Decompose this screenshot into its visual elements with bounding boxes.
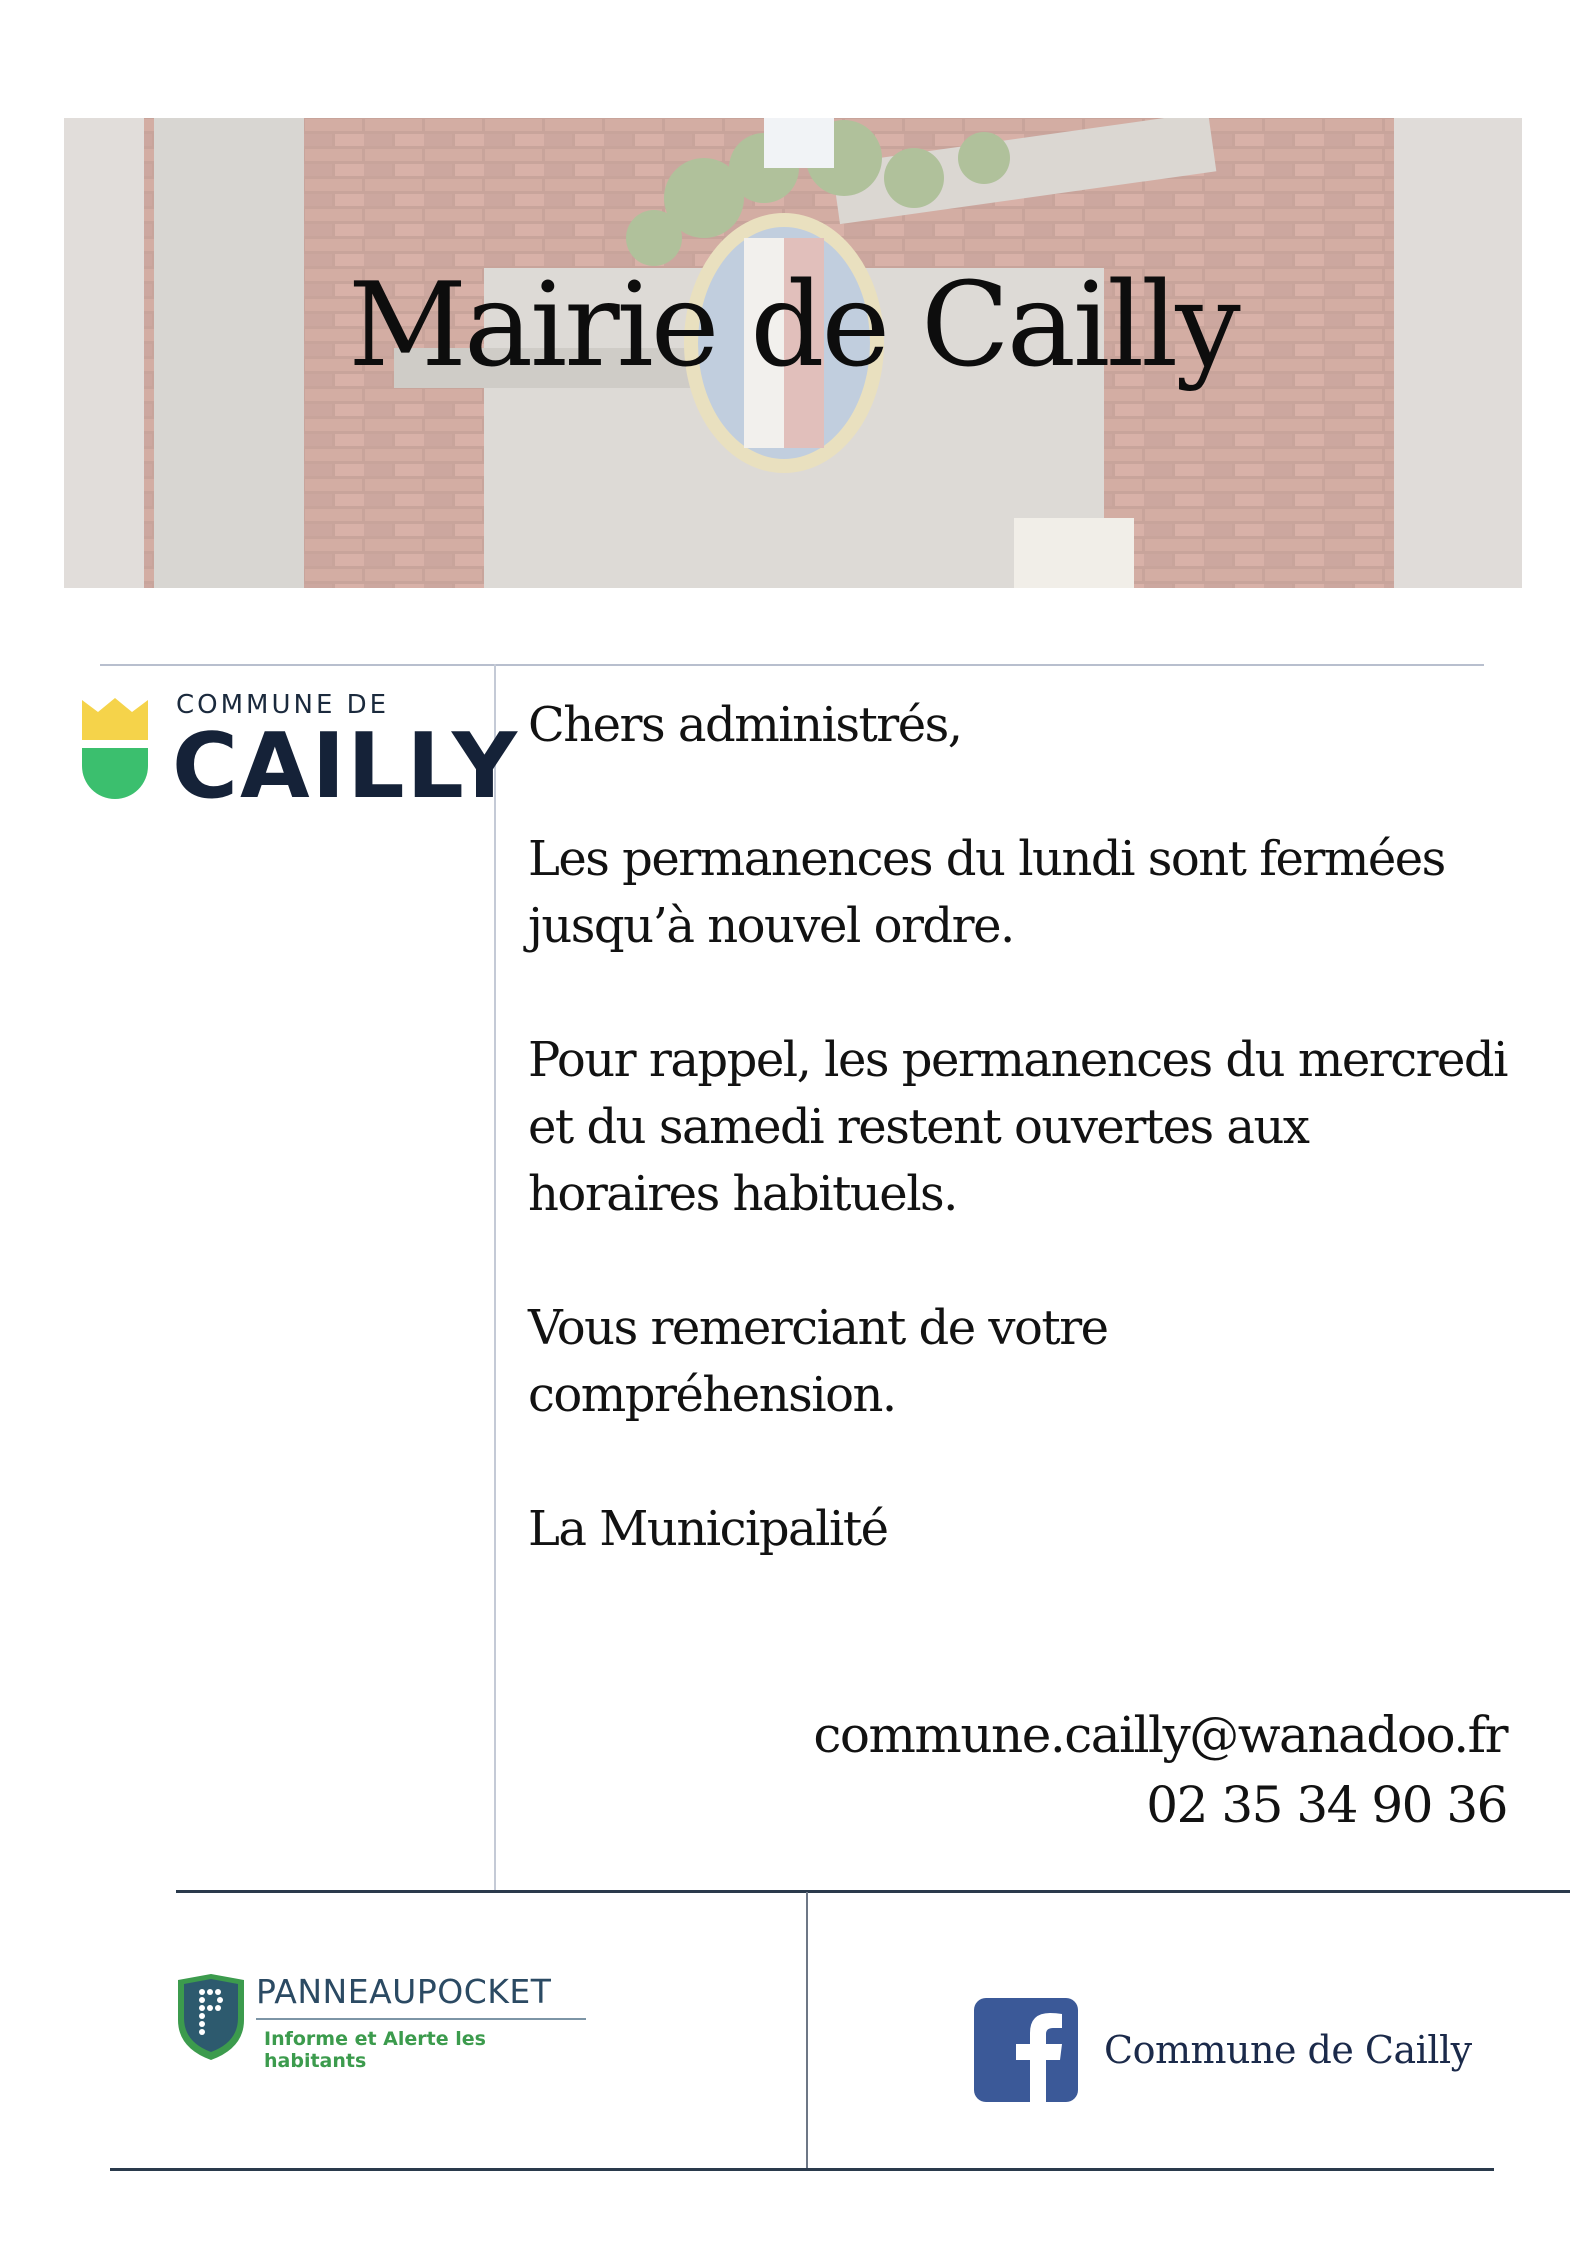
top-divider [100,664,1484,666]
column-divider [494,664,496,1892]
commune-logo [80,690,520,819]
footer-bottom-divider [110,2168,1494,2171]
panneaupocket-logo[interactable] [174,1972,594,2072]
panneaupocket-tagline: Informe et Alerte les habitants [264,2028,486,2072]
announcement-message [528,692,1528,1630]
facebook-icon [974,1998,1078,2102]
footer-top-divider [176,1890,1570,1893]
panneaupocket-title: PANNEAUPOCKET [256,1972,552,2011]
panneaupocket-shield-icon [174,1972,248,2062]
greeting: Chers administrés, [528,697,962,753]
logo-name: CAILLY [172,714,520,819]
contact-phone[interactable]: 02 35 34 90 36 [1146,1776,1507,1834]
header-banner [64,118,1522,588]
facebook-link[interactable] [974,1998,1474,2104]
logo-top-text: COMMUNE DE [176,690,390,720]
contact-block [813,1700,1507,1840]
panneaupocket-rule [256,2018,586,2020]
page-title: Mairie de Cailly [348,258,1238,393]
footer-column-divider [806,1892,808,2168]
facebook-label: Commune de Cailly [1104,2028,1472,2072]
paragraph-thanks: Vous remerciant de votre compréhension. [528,1300,1108,1423]
signature: La Municipalité [528,1501,888,1557]
contact-email[interactable]: commune.cailly@wanadoo.fr [813,1706,1507,1764]
paragraph-reminder: Pour rappel, les permanences du mercredi et du samedi restent ouvertes aux horaires habituels. [528,1032,1508,1222]
commune-crest-icon [80,694,150,804]
paragraph-closure: Les permanences du lundi sont fermées jusqu’à nouvel ordre. [528,831,1445,954]
